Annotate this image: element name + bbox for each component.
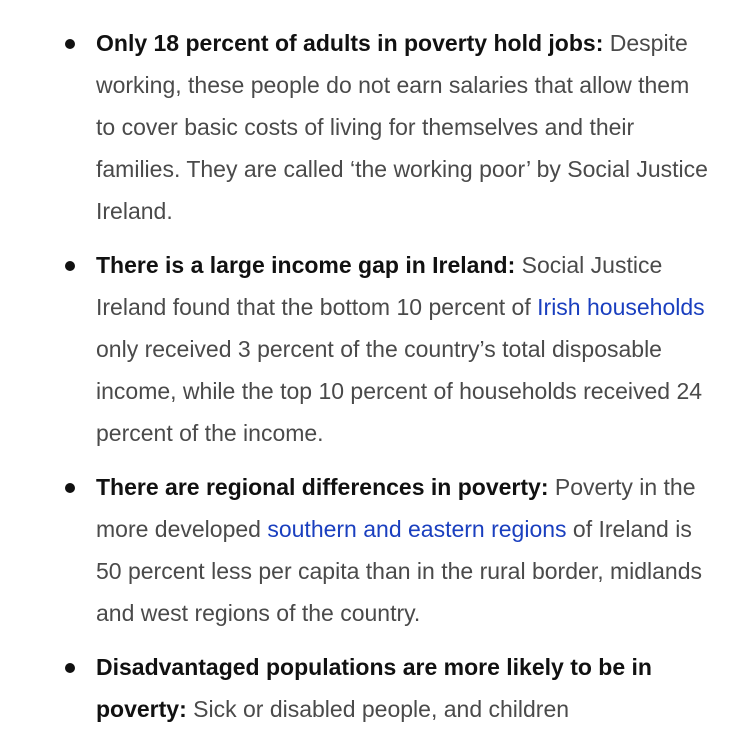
item-text: of Ireland is 50 percent less per capita than in the rural border, midlands and west regions of the country. — [96, 516, 703, 626]
item-lead: Only 18 percent of adults in poverty hold jobs: — [96, 30, 604, 56]
bullet-icon — [65, 663, 75, 673]
list-item-regional — [0, 466, 750, 634]
article-body — [0, 22, 750, 742]
list-item-jobs — [0, 22, 750, 232]
item-lead: There are regional differences in poverty: — [96, 474, 549, 500]
item-text: Despite working, these people do not earn salaries that allow them to cover basic costs of living for themselves and their families. They are called ‘the working poor’ by Social Justice Ireland. — [96, 30, 708, 224]
list-item-income-gap — [0, 244, 750, 454]
item-text: Poverty in the more developed — [96, 474, 696, 542]
southern-eastern-regions-link[interactable]: southern and eastern regions — [267, 516, 567, 542]
list-item-disadvantaged — [0, 646, 750, 730]
item-text: only received 3 percent of the country’s total disposable income, while the top 10 percent of households received 24 percent of the income. — [96, 336, 703, 446]
bullet-icon — [65, 39, 75, 49]
irish-households-link[interactable]: Irish households — [537, 294, 705, 320]
item-text: Sick or disabled people, and children — [186, 696, 570, 722]
item-lead: There is a large income gap in Ireland: — [96, 252, 516, 278]
item-lead: Disadvantaged populations are more likely to be in poverty: — [96, 654, 652, 722]
bullet-icon — [65, 261, 75, 271]
poverty-facts-list — [0, 22, 750, 730]
item-text: Social Justice Ireland found that the bottom 10 percent of — [96, 252, 663, 320]
bullet-icon — [65, 483, 75, 493]
